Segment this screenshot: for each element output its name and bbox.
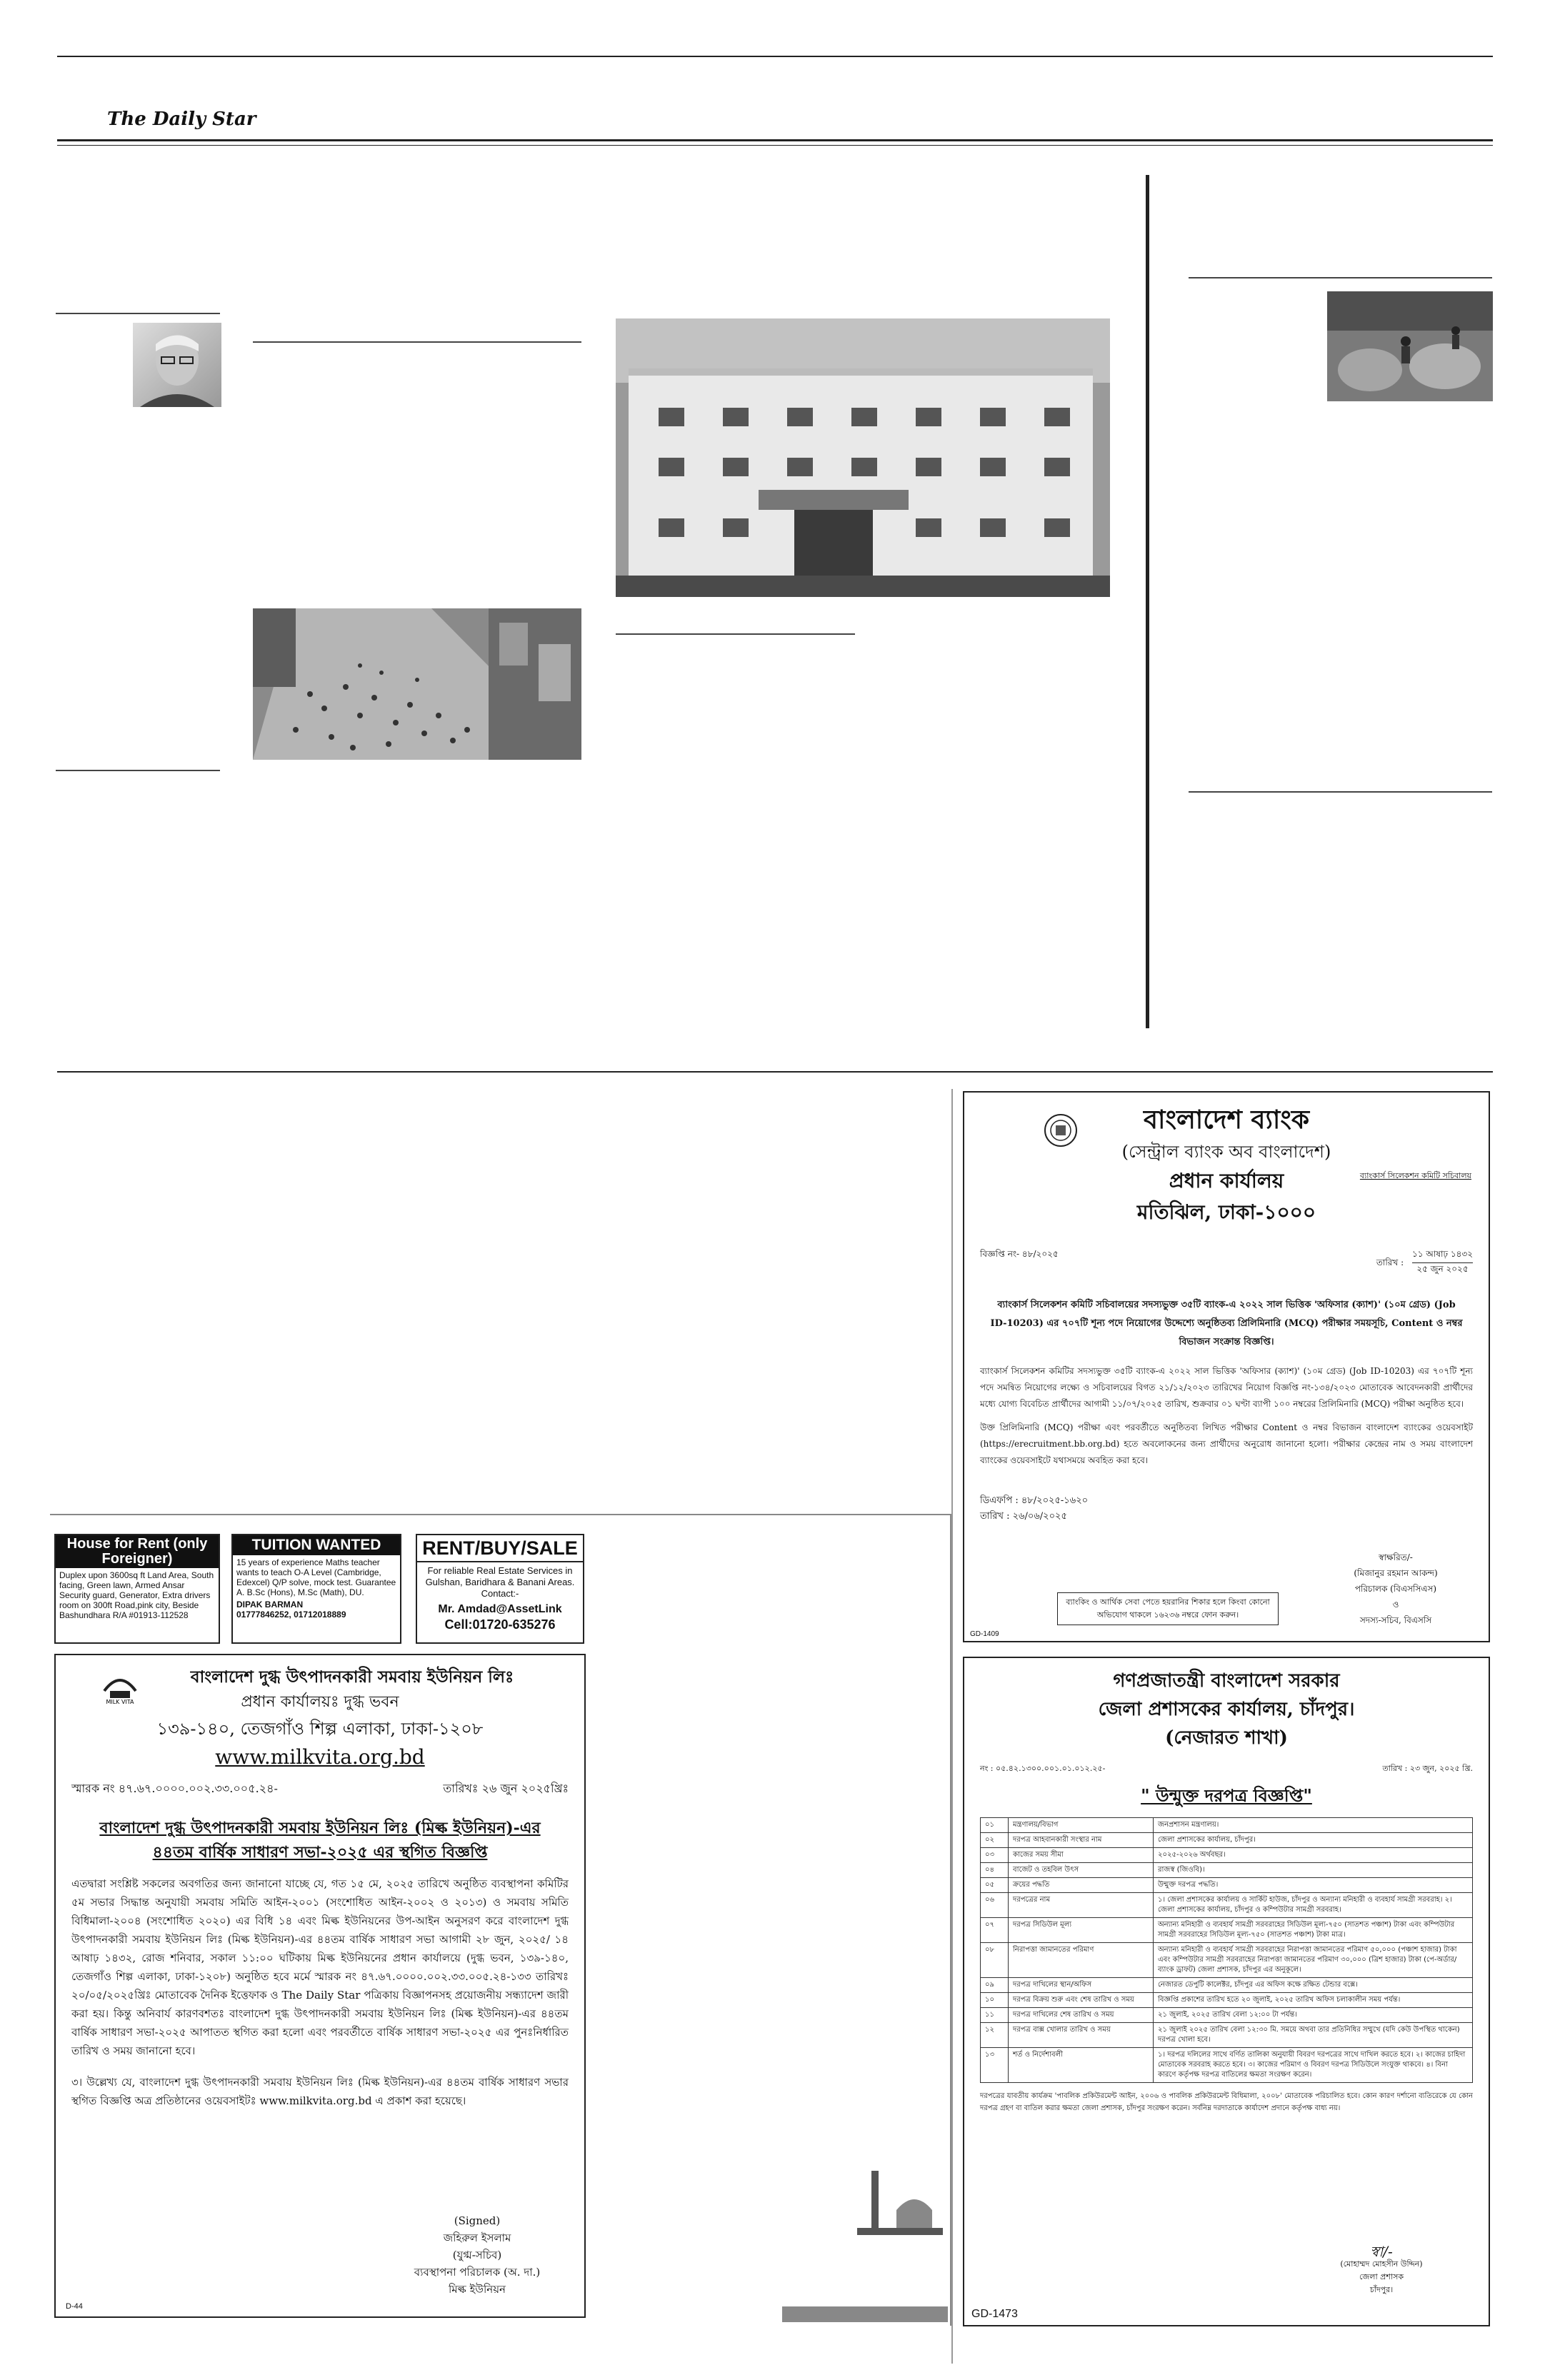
house-rent-ad: [54, 1534, 220, 1644]
tender-detail: ১। জেলা প্রশাসকের কার্যালয় ও সার্কিট হাউজ, চাঁদপুর ও অন্যান্য মনিহারী ও ব্যবহার্য সামগ্রী সরবরাহ। ২। জেলা প্রশাসকের কার্যালয়, চাঁদপুর ও কম্পিউটার সামগ্রী সরবরাহ।: [1154, 1893, 1473, 1918]
tender-table-row: [981, 1993, 1473, 2008]
milkvita-date: তারিখঃ ২৬ জুন ২০২৫খ্রিঃ: [443, 1782, 569, 1795]
real-estate-cell: Cell:01720-635276: [444, 1617, 556, 1632]
bank-name: বাংলাদেশ ব্যাংক: [1143, 1105, 1310, 1135]
tender-detail: ২১ জুলাই, ২০২৫ তারিখ বেলা ১২:০০ টা পর্যন্ত।: [1154, 2008, 1473, 2023]
tender-table-row: [981, 1878, 1473, 1893]
milkvita-signatory-name: জহিরুল ইসলাম: [443, 2231, 511, 2244]
column4-rule-2: [1189, 791, 1492, 793]
masthead-rule-2: [57, 145, 1493, 146]
house-rent-title: House for Rent (only Foreigner): [56, 1535, 219, 1568]
real-estate-body: For reliable Real Estate Services in Gulshan, Baridhara & Banani Areas. Contact:-: [425, 1565, 575, 1599]
bangladesh-bank-notice: [963, 1091, 1490, 1642]
tender-serial: ০৫: [981, 1878, 1009, 1893]
bank-city: মতিঝিল, ঢাকা-১০০০: [1136, 1200, 1316, 1224]
column2-rule: [253, 341, 581, 343]
tender-detail: জেলা প্রশাসকের কার্যালয়, চাঁদপুর।: [1154, 1833, 1473, 1848]
tender-item: দরপত্র বিক্রয় শুরু এবং শেষ তারিখ ও সময়: [1009, 1993, 1154, 2008]
milkvita-heading-2: ৪৪তম বার্ষিক সাধারণ সভা-২০২৫ এর স্থগিত বিজ্ঞপ্তি: [152, 1843, 488, 1862]
milkvita-notice: [54, 1654, 586, 2318]
chandpur-gov: গণপ্রজাতন্ত্রী বাংলাদেশ সরকার: [1113, 1670, 1340, 1692]
bank-logo-icon: [1043, 1113, 1079, 1148]
tender-item: মন্ত্রণালয়/বিভাগ: [1009, 1818, 1154, 1833]
tender-item: শর্ত ও নির্দেশাবলী: [1009, 2048, 1154, 2083]
masthead-logo: The Daily Star: [107, 109, 256, 130]
bank-code: GD-1409: [970, 1630, 999, 1638]
column4-rule-1: [1189, 277, 1492, 278]
tender-table-row: [981, 1918, 1473, 1943]
bank-paragraph-1: ব্যাংকার্স সিলেকশন কমিটির সদস্যভুক্ত ৩৫টি ব্যাংক-এ ২০২২ সাল ভিত্তিক 'অফিসার (ক্যাশ)' (১০ম গ্রেড) (Job ID-10203) এর ৭০৭টি শূন্য পদে সমন্বিত নিয়োগের লক্ষ্যে ও সচিবালয়ের বিগত ২১/১২/২০২৩ তারিখের নিয়োগ বিজ্ঞপ্তি নং-১৩৪/২০২৩ মোতাবেক আবেদনকারী প্রার্থীদের মধ্যে যোগ্য বিবেচিত প্রার্থীদের আগামী ১১/০৭/২০২৫ তারিখ, শুক্রবার ০১ ঘণ্টা ব্যাপী ১০০ নম্বরের প্রিলিমিনারি (MCQ) পরীক্ষা অনুষ্ঠিত হবে।: [980, 1366, 1473, 1409]
right-panel-border: [951, 1089, 953, 2364]
column3-rule: [616, 633, 855, 635]
milkvita-signatory-title-2: ব্যবস্থাপনা পরিচালক (অ. দা.): [414, 2266, 541, 2279]
portrait-photo: [133, 323, 221, 407]
tender-item: কাজের সময় সীমা: [1009, 1848, 1154, 1863]
tender-detail: বিজ্ঞপ্তি প্রকাশের তারিখ হতে ২০ জুলাই, ২০২৫ তারিখ অফিস চলাকালীন সময় পর্যন্ত।: [1154, 1993, 1473, 2008]
milkvita-heading-1: বাংলাদেশ দুগ্ধ উৎপাদনকারী সমবায় ইউনিয়ন লিঃ (মিল্ক ইউনিয়ন)-এর: [99, 1819, 541, 1837]
chandpur-signature-mark: স্বা/-: [1370, 2243, 1393, 2260]
chandpur-office: জেলা প্রশাসকের কার্যালয়, চাঁদপুর।: [1098, 1699, 1355, 1720]
tender-table-row: [981, 1818, 1473, 1833]
bank-signatory-name: (মিজানুর রহমান আকন্দ): [1354, 1568, 1438, 1578]
building-photo: [616, 318, 1110, 597]
chandpur-code: GD-1473: [971, 2308, 1018, 2320]
tender-serial: ১১: [981, 2008, 1009, 2023]
tender-table-row: [981, 1978, 1473, 1993]
tender-table-row: [981, 2048, 1473, 2083]
workers-photo: [1327, 291, 1493, 401]
chandpur-signatory-name: (মোহাম্মদ মোহসীন উদ্দিন): [1340, 2259, 1423, 2269]
chandpur-date: তারিখ : ২৩ জুন, ২০২৫ খ্রি.: [1382, 1764, 1473, 1773]
tender-table-row: [981, 1893, 1473, 1918]
tender-table-row: [981, 1863, 1473, 1878]
tender-detail: ২০২৫-২০২৬ অর্থবছর।: [1154, 1848, 1473, 1863]
bank-date-label: তারিখ :: [1376, 1257, 1404, 1267]
tender-serial: ০২: [981, 1833, 1009, 1848]
chandpur-footer: দরপত্রের যাবতীয় কার্যক্রম 'পাবলিক প্রকিউরমেন্ট আইন, ২০০৬ ও পাবলিক প্রকিউরমেন্ট বিধিমালা, ২০০৮' মোতাবেক পরিচালিত হবে। কোন কারণ দর্শানো ব্যতিরেকে যে কোন দরপত্র গ্রহণ বা বাতিল করার ক্ষমতা জেলা প্রশাসক, চাঁদপুর সংরক্ষণ করেন। সর্বনিম্ন দরদাতাকে কার্যাদেশ প্রদানে কর্তৃপক্ষ বাধ্য নয়।: [980, 2092, 1473, 2112]
tender-serial: ০১: [981, 1818, 1009, 1833]
tender-serial: ০৩: [981, 1848, 1009, 1863]
column1-rule-2: [56, 770, 220, 771]
tender-table-row: [981, 1943, 1473, 1978]
masthead-rule-1: [57, 139, 1493, 141]
chandpur-tender-notice: [963, 1657, 1490, 2326]
mosque-icon: [857, 2171, 943, 2235]
bank-dfp: ডিএফপি : ৪৮/২০২৫-১৬২০: [980, 1495, 1089, 1506]
tuition-title: TUITION WANTED: [233, 1535, 400, 1555]
chandpur-memo: নং : ০৫.৪২.১৩০০.০০১.০১.০১২.২৫-: [980, 1764, 1106, 1773]
bank-signatory-and: ও: [1392, 1600, 1399, 1610]
milkvita-signatory-title-3: মিল্ক ইউনিয়ন: [448, 2283, 506, 2296]
street-crowd-photo: [253, 608, 581, 760]
tender-item: দরপত্র আহবানকারী সংস্থার নাম: [1009, 1833, 1154, 1848]
milkvita-org: বাংলাদেশ দুগ্ধ উৎপাদনকারী সমবায় ইউনিয়ন লিঃ: [190, 1667, 514, 1687]
bank-paragraph-2: উক্ত প্রিলিমিনারি (MCQ) পরীক্ষা এবং পরবর্তীতে অনুষ্ঠিতব্য লিখিত পরীক্ষার Content ও নম্বর বিভাজন বাংলাদেশ ব্যাংকের ওয়েবসাইট (https://erecruitment.bb.org.bd) হতে অবলোকনের জন্য প্রার্থীদের অনুরোধ জানানো হলো। পরীক্ষার কেন্দ্রের নাম ও সময় বাংলাদেশ ব্যাংকের ওয়েবসাইটে যথাসময়ে অবহিত করা হবে।: [980, 1422, 1473, 1465]
chandpur-signatory-place: চাঁদপুর।: [1369, 2285, 1394, 2294]
tender-serial: ১০: [981, 1993, 1009, 2008]
tender-detail: রাজস্ব (জিওবি)।: [1154, 1863, 1473, 1878]
tender-item: দরপত্র সিডিউল মূল্য: [1009, 1918, 1154, 1943]
section-rule: [57, 1071, 1493, 1073]
milkvita-code: D-44: [66, 2302, 83, 2311]
milkvita-memo: স্মারক নং ৪৭.৬৭.০০০০.০০২.৩৩.০০৫.২৪-: [71, 1782, 278, 1795]
tender-serial: ০৯: [981, 1978, 1009, 1993]
tender-serial: ০৭: [981, 1918, 1009, 1943]
bank-notice-number: বিজ্ঞপ্তি নং- ৪৮/২০২৫: [980, 1249, 1059, 1259]
milkvita-signatory-title-1: (যুগ্ম-সচিব): [452, 2249, 502, 2261]
tuition-name: DIPAK BARMAN: [236, 1600, 304, 1610]
tender-detail: অন্যান্য মনিহারী ও ব্যবহার্য সামগ্রী সরবরাহের নিরাপত্তা জামানতের পরিমাণ ৫০,০০০ (পঞ্চাশ হাজার) টাকা এবং কম্পিউটার সামগ্রী সরবরাহের নিরাপত্তা জামানতের পরিমাণ ৩০,০০০ (ত্রিশ হাজার) টাকা (পে-অর্ডার/ ব্যাংক ড্রাফট) জেলা প্রশাসক, চাঁদপুর এর অনুকূলে।: [1154, 1943, 1473, 1978]
bottom-left-bar: [782, 2306, 948, 2322]
tender-serial: ১৩: [981, 2048, 1009, 2083]
bank-office: প্রধান কার্যালয়: [1169, 1169, 1284, 1192]
tender-detail: জনপ্রশাসন মন্ত্রণালয়।: [1154, 1818, 1473, 1833]
tender-item: দরপত্র দাখিলের শেষ তারিখ ও সময়: [1009, 2008, 1154, 2023]
column1-rule-1: [56, 313, 220, 314]
tender-table-row: [981, 1833, 1473, 1848]
tuition-phone: 01777846252, 01712018889: [236, 1610, 346, 1620]
bank-dfp-date: তারিখ : ২৬/০৬/২০২৫: [980, 1511, 1067, 1522]
real-estate-ad: [416, 1534, 584, 1644]
tender-detail: নেজারত ডেপুটি কালেক্টর, চাঁদপুর এর অফিস কক্ষে রক্ষিত টেন্ডার বক্সে।: [1154, 1978, 1473, 1993]
real-estate-title: RENT/BUY/SALE: [417, 1535, 583, 1562]
svg-text:MILK VITA: MILK VITA: [106, 1699, 134, 1705]
bank-subtitle: (সেন্ট্রাল ব্যাংক অব বাংলাদেশ): [1121, 1142, 1331, 1162]
milkvita-address: ১৩৯-১৪০, তেজগাঁও শিল্প এলাকা, ঢাকা-১২০৮: [156, 1719, 484, 1739]
tender-detail: অন্যান্য মনিহারী ও ব্যবহার্য সামগ্রী সরবরাহের সিডিউল মূল্য-৭৫০ (সাতশত পঞ্চাশ) টাকা এবং কম্পিউটার সামগ্রী সরবরাহের সিডিউল মূল্য-৭৫০ (সাতশত পঞ্চাশ) টাকা মাত্র।: [1154, 1918, 1473, 1943]
tender-serial: ০৬: [981, 1893, 1009, 1918]
tender-serial: ১২: [981, 2023, 1009, 2048]
tender-item: নিরাপত্তা জামানতের পরিমাণ: [1009, 1943, 1154, 1978]
tender-table-row: [981, 2008, 1473, 2023]
tender-serial: ০৪: [981, 1863, 1009, 1878]
chandpur-signatory-title: জেলা প্রশাসক: [1359, 2272, 1404, 2281]
milkvita-logo-icon: [99, 1669, 141, 1705]
real-estate-contact: Mr. Amdad@AssetLink: [438, 1603, 562, 1615]
tender-table: [980, 1817, 1473, 2083]
milkvita-website[interactable]: www.milkvita.org.bd: [215, 1745, 425, 1769]
tender-table-row: [981, 1848, 1473, 1863]
bank-signatory-title-2: সদস্য-সচিব, বিএসসি: [1359, 1615, 1432, 1625]
tuition-ad: [231, 1534, 401, 1644]
milkvita-office: প্রধান কার্যালয়ঃ দুগ্ধ ভবন: [241, 1693, 399, 1711]
house-rent-body: Duplex upon 3600sq ft Land Area, South facing, Green lawn, Armed Ansar Security guard, Generator, Extra drivers room on 300ft Road,pink city, Beside Bashundhara R/A #01913-112528: [59, 1570, 214, 1620]
bank-signed: স্বাক্ষরিত/-: [1379, 1552, 1413, 1562]
milkvita-body-2: ৩। উল্লেখ্য যে, বাংলাদেশ দুগ্ধ উৎপাদনকারী সমবায় ইউনিয়ন লিঃ (মিল্ক ইউনিয়ন)-এর ৪৪তম বার্ষিক সাধারণ সভার স্থগিত বিজ্ঞপ্তি অত্র প্রতিষ্ঠানের ওয়েবসাইটঃ www.milkvita.org.bd এ প্রকাশ করা হয়েছে।: [71, 2076, 569, 2107]
tender-table-row: [981, 2023, 1473, 2048]
chandpur-heading: " উন্মুক্ত দরপত্র বিজ্ঞপ্তি": [1141, 1785, 1312, 1806]
tender-item: দরপত্র দাখিলের স্থান/অফিস: [1009, 1978, 1154, 1993]
bank-date-bangla: ১১ আষাঢ় ১৪৩২: [1412, 1248, 1473, 1263]
bank-side-label: ব্যাংকার্স সিলেকশন কমিটি সচিবালয়: [1359, 1171, 1471, 1180]
tender-item: বাজেট ও তহবিল উৎস: [1009, 1863, 1154, 1878]
tender-detail: উন্মুক্ত দরপত্র পদ্ধতি।: [1154, 1878, 1473, 1893]
chandpur-branch: (নেজারত শাখা): [1165, 1727, 1288, 1749]
milkvita-body-1: এতদ্বারা সংশ্লিষ্ট সকলের অবগতির জন্য জানানো যাচ্ছে যে, গত ১৫ মে, ২০২৫ তারিখে অনুষ্ঠিত ব্যবস্থাপনা কমিটির ৫ম সভার সিদ্ধান্ত অনুযায়ী সমবায় সমিতি আইন-২০০১ (সংশোধিত আইন-২০০২ ও ২০১৩) ও সমবায় সমিতি বিধিমালা-২০০৪ (সংশোধিত ২০২০) এর বিধি ১৪ এবং মিল্ক ইউনিয়নের উপ-আইন অনুসরণ করে বাংলাদেশ দুগ্ধ উৎপাদনকারী সমবায় ইউনিয়ন লিঃ (মিল্ক ইউনিয়ন)-এর ৪৪তম বার্ষিক সাধারণ সভা আগামী ২৮ জুন, ২০২৫/ ১৪ আষাঢ় ১৪৩২, রোজ শনিবার, সকাল ১১:০০ ঘটিকায় মিল্ক ইউনিয়নের প্রধান কার্যালয়ে (দুগ্ধ ভবন, ১৩৯-১৪০, তেজগাঁও শিল্প এলাকা, ঢাকা-১২০৮) অনুষ্ঠিত হবে মর্মে স্মারক নং ৪৭.৬৭.০০০০.০০২.৩৩.০০৫.২৪-১৩৩ তারিখঃ ২০/০৫/২০২৫খ্রিঃ মোতাবেক দৈনিক ইত্তেফাক ও The Daily Star পত্রিকায় বিজ্ঞাপনসহ প্রয়োজনীয় সন্ধ্যাদেশ জারী করা হয়। কিন্তু অনিবার্য কারণবশতঃ বাংলাদেশ দুগ্ধ উৎপাদনকারী সমবায় ইউনিয়ন লিঃ (মিল্ক ইউনিয়ন)-এর ৪৪তম বার্ষিক সাধারণ সভা-২০২৫ আপাতত স্থগিত করা হলো এবং পরবর্তীতে বার্ষিক সাধারণ সভা-২০২৫ এর পুনঃনির্ধারিত তারিখ ও সময় জানানো হবে।: [71, 1877, 569, 2057]
tuition-body: 15 years of experience Maths teacher wants to teach O-A Level (Cambridge, Edexcel) Q/P solve, mock test. Guarantee A. B.Sc (Hons), M.Sc (Math), DU.: [236, 1557, 396, 1597]
bank-heading: ব্যাংকার্স সিলেকশন কমিটি সচিবালয়ের সদস্যভুক্ত ৩৫টি ব্যাংক-এ ২০২২ সাল ভিত্তিক 'অফিসার (ক্যাশ)' (১০ম গ্রেড) (Job ID-10203) এর ৭০৭টি শূন্য পদে নিয়োগের উদ্দেশ্যে অনুষ্ঠিতব্য প্রিলিমিনারি (MCQ) পরীক্ষার সময়সূচি, Content ও নম্বর বিভাজন সংক্রান্ত বিজ্ঞপ্তি।: [990, 1300, 1463, 1347]
tender-item: দরপত্রের নাম: [1009, 1893, 1154, 1918]
milkvita-signed: (Signed): [454, 2214, 501, 2227]
bank-complaint-box: ব্যাংকিং ও আর্থিক সেবা পেতে হয়রানির শিকার হলে কিংবা কোনো অভিযোগ থাকলে ১৬২৩৬ নম্বরে ফোন করুন।: [1057, 1592, 1279, 1625]
bank-date-english: ২৫ জুন ২০২৫: [1416, 1264, 1469, 1274]
top-rule: [57, 56, 1493, 57]
tender-serial: ০৮: [981, 1943, 1009, 1978]
tender-item: দরপত্র বাক্স খোলার তারিখ ও সময়: [1009, 2023, 1154, 2048]
tender-detail: ২১ জুলাই ২০২৫ তারিখ বেলা ১২:৩০ মি. সময়ে অথবা তার প্রতিনিধির সম্মুখে (যদি কেউ উপস্থিত থাকেন) দরপত্র খোলা হবে।: [1154, 2023, 1473, 2048]
bank-signatory-title: পরিচালক (বিএসসিএস): [1354, 1584, 1437, 1594]
tender-item: ক্রয়ের পদ্ধতি: [1009, 1878, 1154, 1893]
column-divider: [1146, 175, 1149, 1028]
tender-detail: ১। দরপত্র দলিলের সাথে বর্ণিত তালিকা অনুযায়ী বিবরণ দরপত্রের সাথে দাখিল করতে হবে। ২। কাজের চাহিদা মোতাবেক সরবরাহ করতে হবে। ৩। কাজের পরিমাণ ও বিবরণ দরপত্র সিডিউলে সংযুক্ত থাকবে। ৪। বিনা কারণে কর্তৃপক্ষ দরপত্র বাতিলের ক্ষমতা সংরক্ষণ করেন।: [1154, 2048, 1473, 2083]
